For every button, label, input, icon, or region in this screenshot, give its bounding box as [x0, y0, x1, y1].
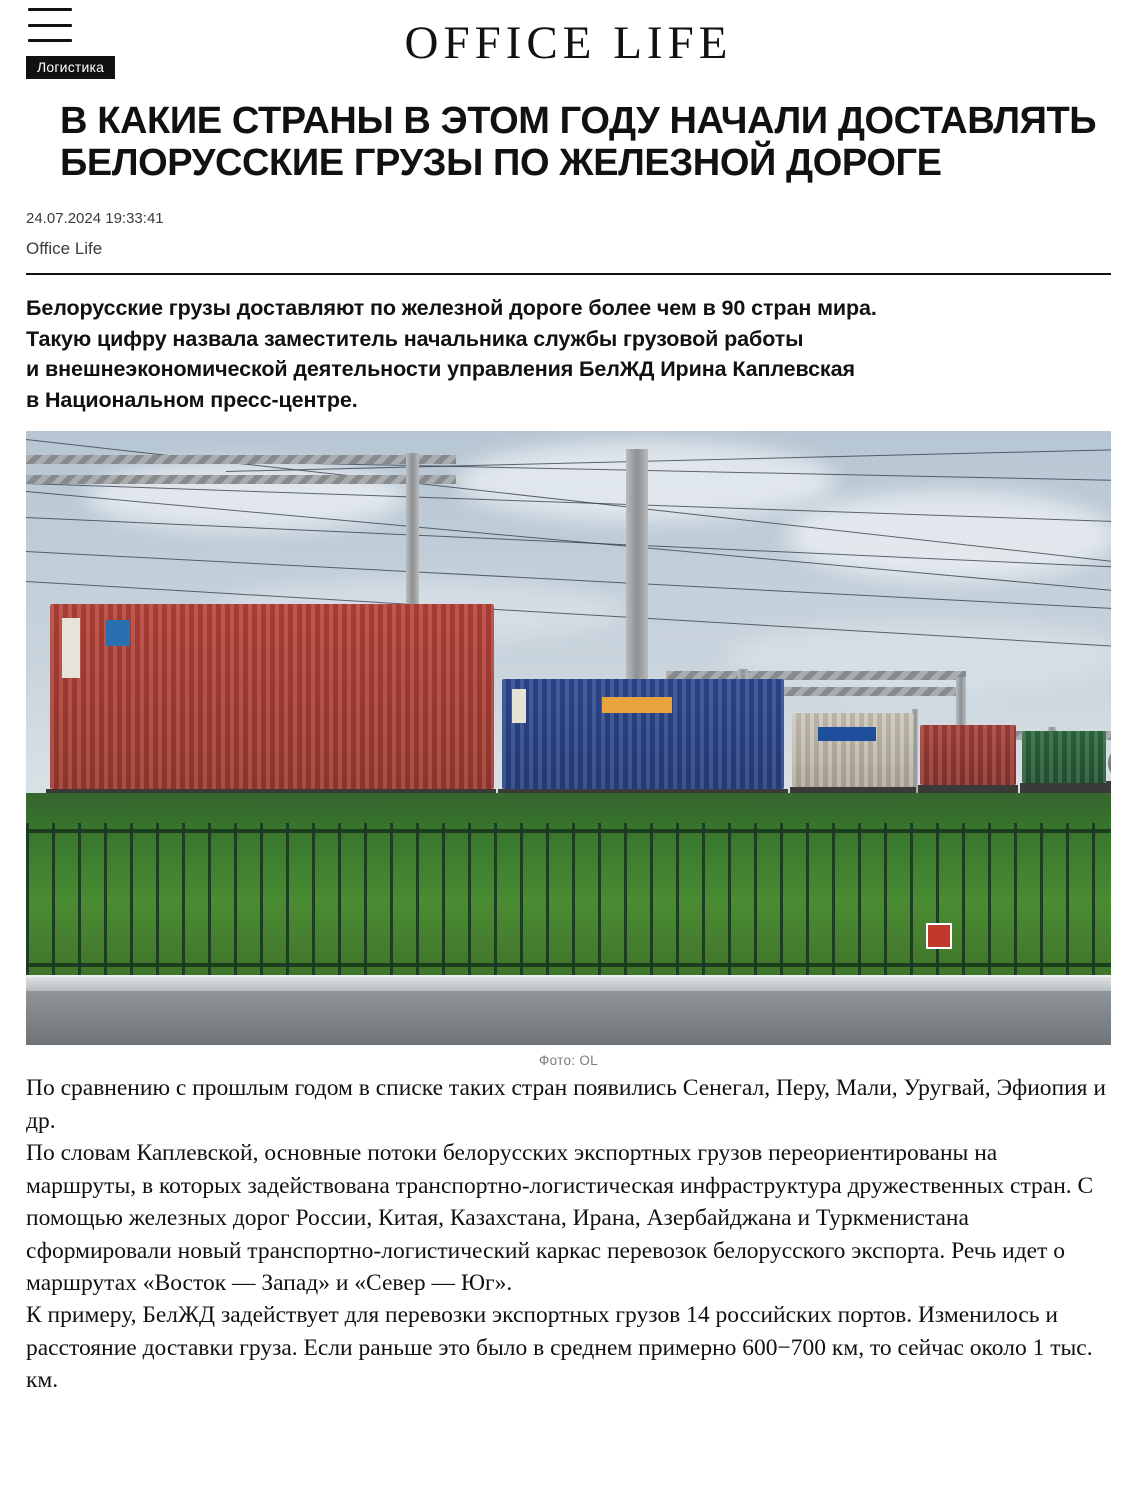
site-header [0, 0, 1137, 88]
paragraph-3: К примеру, БелЖД задействует для перевозки экспортных грузов 14 российских портов. Изменилось и расстояние доставки груза. Если раньше это было в среднем примерно 600−700 км, то сейчас около 1 тыс. км. [26, 1302, 1093, 1394]
page-title: В КАКИЕ СТРАНЫ В ЭТОМ ГОДУ НАЧАЛИ ДОСТАВЛЯТЬ БЕЛОРУССКИЕ ГРУЗЫ ПО ЖЕЛЕЗНОЙ ДОРОГЕ [60, 100, 1097, 185]
article-lead [26, 293, 1111, 415]
lead-line-2: Такую цифру назвала заместитель начальника службы грузовой работы [26, 326, 804, 351]
railway-fence [26, 823, 1111, 977]
photo-caption: Фото: OL [539, 1053, 598, 1069]
article-figure [26, 431, 1111, 1068]
divider [26, 273, 1111, 275]
author-name: Office Life [26, 239, 103, 259]
publish-date: 24.07.2024 19:33:41 [26, 210, 164, 228]
article-container [0, 100, 1137, 1397]
lead-line-4: в Национальном пресс-центре. [26, 387, 358, 412]
rubric-badge[interactable]: Логистика [26, 56, 115, 79]
roadway [26, 991, 1111, 1045]
warning-sign-icon [926, 923, 952, 949]
article-body [26, 1072, 1111, 1396]
paragraph-1: По сравнению с прошлым годом в списке таких стран появились Сенегал, Перу, Мали, Уругвай, Эфиопия и др. [26, 1075, 1106, 1134]
lead-line-1: Белорусские грузы доставляют по железной дороге более чем в 90 стран мира. [26, 296, 877, 321]
paragraph-2: По словам Каплевской, основные потоки белорусских экспортных грузов переориентированы на маршруты, в которых задействована транспортно-логистическая инфраструктура дружественных стран. С помощью железных дорог России, Китая, Казахстана, Ирана, Азербайджана и Туркменистана сформировали новый транспортно-логистический каркас перевозок белорусского экспорта. Речь идет о маршрутах «Восток — Запад» и «Север — Юг». [26, 1140, 1094, 1296]
hamburger-menu-icon[interactable] [28, 8, 72, 42]
lead-line-3: и внешнеэкономической деятельности управления БелЖД Ирина Каплевская [26, 357, 855, 382]
site-logo[interactable]: OFFICE LIFE [404, 17, 733, 69]
article-photo [26, 431, 1111, 1045]
